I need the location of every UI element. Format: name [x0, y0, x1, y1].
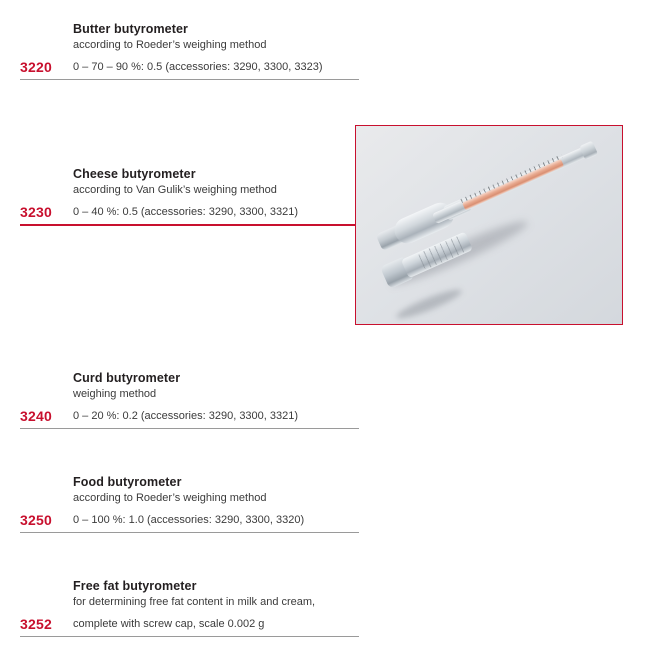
product-spec: 0 – 70 – 90 %: 0.5 (accessories: 3290, 3300, 3323) [73, 61, 323, 73]
product-subtitle: for determining free fat content in milk and cream, [73, 596, 316, 608]
entry-divider-highlight [20, 224, 359, 226]
product-code: 3220 [20, 59, 52, 75]
product-title: Curd butyrometer [73, 371, 181, 385]
product-code: 3240 [20, 408, 52, 424]
entry-divider [20, 532, 359, 533]
entry-divider [20, 636, 359, 637]
product-subtitle: according to Roeder’s weighing method [73, 39, 267, 51]
product-image-panel [355, 125, 623, 325]
product-subtitle: weighing method [73, 388, 157, 400]
product-spec: 0 – 100 %: 1.0 (accessories: 3290, 3300, 3320) [73, 514, 305, 526]
product-code: 3250 [20, 512, 52, 528]
product-spec: 0 – 20 %: 0.2 (accessories: 3290, 3300, 3321) [73, 410, 299, 422]
product-code: 3252 [20, 616, 52, 632]
product-title: Butter butyrometer [73, 22, 189, 36]
product-title: Food butyrometer [73, 475, 182, 489]
product-code: 3230 [20, 204, 52, 220]
product-subtitle: according to Van Gulik’s weighing method [73, 184, 277, 196]
product-spec: complete with screw cap, scale 0.002 g [73, 618, 265, 630]
product-title: Free fat butyrometer [73, 579, 197, 593]
product-subtitle: according to Roeder’s weighing method [73, 492, 267, 504]
entry-divider [20, 428, 359, 429]
entry-divider [20, 79, 359, 80]
product-title: Cheese butyrometer [73, 167, 196, 181]
product-spec: 0 – 40 %: 0.5 (accessories: 3290, 3300, 3321) [73, 206, 299, 218]
